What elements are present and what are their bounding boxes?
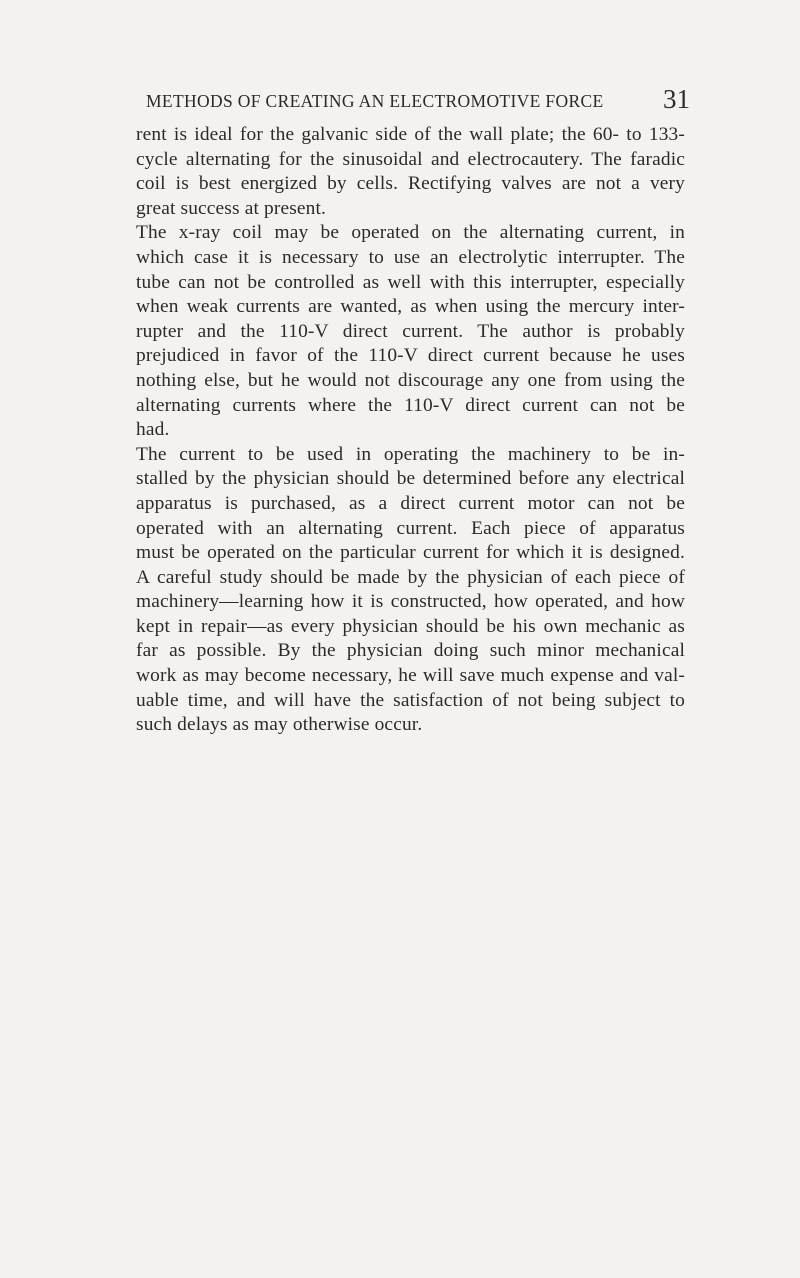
paragraph-2	[136, 221, 685, 442]
running-head: METHODS OF CREATING AN ELECTROMOTIVE FORCE	[146, 91, 604, 111]
text-line: operated with an alternating current. Each piece of apparatus	[136, 517, 685, 539]
text-line: must be operated on the particular current for which it is designed.	[136, 542, 685, 564]
text-line: The x-ray coil may be operated on the alternating current, in	[136, 222, 685, 244]
text-line: cycle alternating for the sinusoidal and electrocautery. The faradic	[136, 148, 685, 170]
text-line: work as may become necessary, he will save much expense and val-	[136, 665, 685, 687]
text-line: apparatus is purchased, as a direct current motor can not be	[136, 492, 685, 514]
text-line: The current to be used in operating the machinery to be in-	[136, 443, 685, 465]
text-line: great success at present.	[136, 197, 327, 219]
page-header	[140, 84, 690, 124]
text-line: had.	[136, 419, 170, 441]
text-line: uable time, and will have the satisfaction of not being subject to	[136, 689, 685, 711]
text-line: stalled by the physician should be determined before any electrical	[136, 468, 685, 490]
text-line: rupter and the 110-V direct current. The author is probably	[136, 320, 685, 342]
page-number: 31	[663, 84, 690, 114]
text-line: machinery—learning how it is constructed, how operated, and how	[136, 591, 685, 613]
text-line: kept in repair—as every physician should be his own mechanic as	[136, 615, 685, 637]
text-line: prejudiced in favor of the 110-V direct current because he uses	[136, 345, 685, 367]
text-line: such delays as may otherwise occur.	[136, 714, 423, 736]
text-line: when weak currents are wanted, as when using the mercury inter-	[136, 296, 685, 318]
paragraph-1	[136, 123, 685, 221]
text-line: nothing else, but he would not discourage any one from using the	[136, 369, 685, 391]
text-line: A careful study should be made by the physician of each piece of	[136, 566, 685, 588]
text-line: tube can not be controlled as well with this interrupter, especially	[136, 271, 685, 293]
text-line: far as possible. By the physician doing such minor mechanical	[136, 640, 685, 662]
text-line: which case it is necessary to use an electrolytic interrupter. The	[136, 246, 685, 268]
body-text	[136, 123, 685, 738]
text-line: coil is best energized by cells. Rectifying valves are not a very	[136, 173, 685, 195]
text-line: alternating currents where the 110-V direct current can not be	[136, 394, 685, 416]
paragraph-3	[136, 443, 685, 738]
text-line: rent is ideal for the galvanic side of the wall plate; the 60- to 133-	[136, 124, 685, 145]
